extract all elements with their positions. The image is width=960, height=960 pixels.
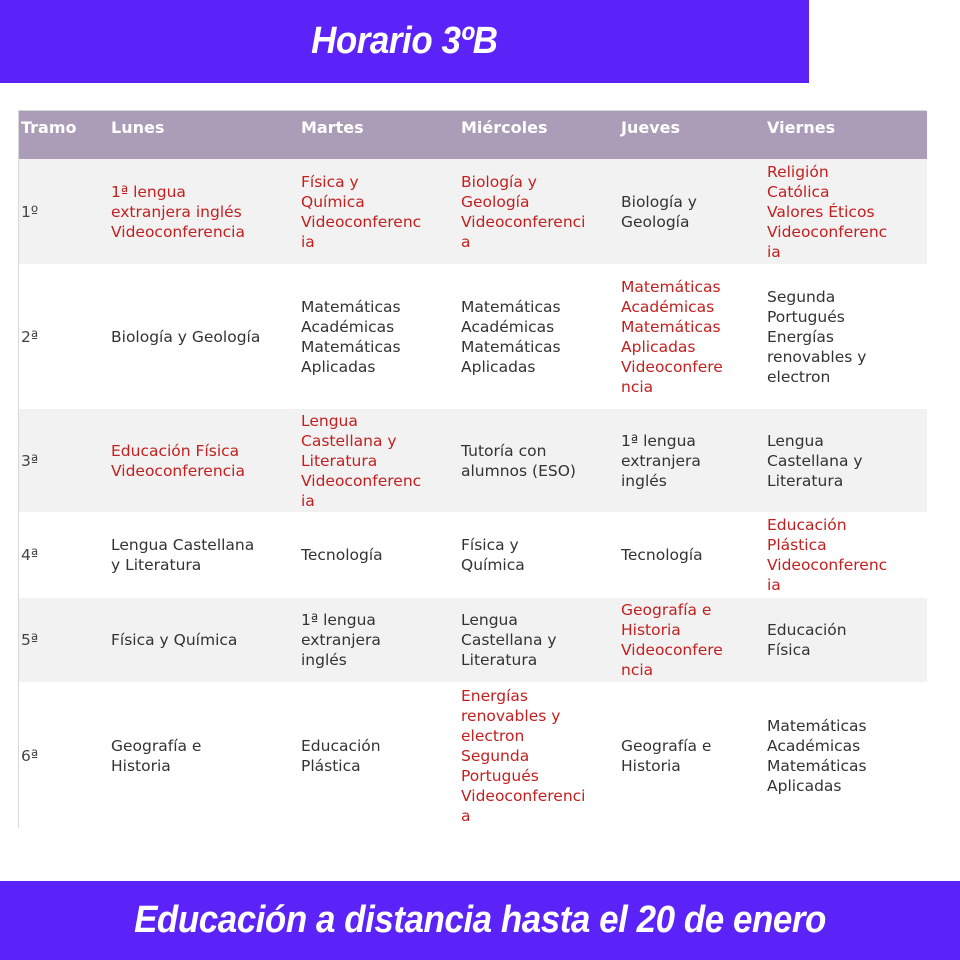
schedule-cell-lunes: Biología y Geología bbox=[111, 327, 261, 346]
column-header-martes: Martes bbox=[301, 118, 364, 137]
schedule-cell-jueves: 1ª lengua extranjera inglés bbox=[621, 431, 701, 490]
schedule-cell-martes: Lengua Castellana y Literatura Videoconferenc ia bbox=[301, 411, 422, 510]
schedule-cell-viernes: Segunda Portugués Energías renovables y electron bbox=[767, 287, 867, 386]
schedule-cell-viernes: Matemáticas Académicas Matemáticas Aplicadas bbox=[767, 716, 867, 795]
schedule-cell-lunes: 1ª lengua extranjera inglés Videoconferencia bbox=[111, 182, 245, 241]
schedule-cell-miercoles: Lengua Castellana y Literatura bbox=[461, 611, 557, 669]
column-header-miercoles: Miércoles bbox=[461, 118, 548, 137]
schedule-table bbox=[19, 111, 927, 829]
schedule-cell-miercoles: Matemáticas Académicas Matemáticas Aplicadas bbox=[461, 297, 561, 376]
schedule-cell-jueves: Tecnología bbox=[621, 546, 703, 564]
footer-text: Educación a distancia hasta el 20 de enero bbox=[134, 899, 826, 941]
tramo-cell: 2ª bbox=[21, 327, 39, 346]
table-row bbox=[19, 682, 927, 829]
table-body bbox=[19, 159, 927, 829]
schedule-cell-lunes: Lengua Castellana y Literatura bbox=[111, 536, 255, 574]
table-row bbox=[19, 512, 927, 598]
table-header-row bbox=[19, 111, 927, 159]
title-banner bbox=[0, 0, 809, 83]
footer-banner bbox=[0, 881, 960, 960]
schedule-cell-lunes: Geografía e Historia bbox=[111, 736, 202, 775]
schedule-cell-miercoles: Física y Química bbox=[461, 536, 525, 574]
table-row bbox=[19, 159, 927, 264]
schedule-table-container bbox=[18, 110, 926, 828]
column-header-viernes: Viernes bbox=[767, 118, 836, 137]
column-header-tramo: Tramo bbox=[21, 118, 77, 137]
schedule-cell-miercoles: Biología y Geología Videoconferenci a bbox=[461, 172, 586, 251]
schedule-cell-jueves: Geografía e Historia Videoconfere ncia bbox=[621, 601, 723, 679]
column-header-lunes: Lunes bbox=[111, 118, 165, 137]
schedule-cell-lunes: Física y Química bbox=[111, 631, 238, 649]
tramo-cell: 1º bbox=[21, 202, 39, 221]
schedule-cell-miercoles: Tutoría con alumnos (ESO) bbox=[461, 441, 576, 480]
schedule-cell-viernes: Lengua Castellana y Literatura bbox=[767, 431, 863, 490]
tramo-cell: 6ª bbox=[21, 746, 39, 765]
schedule-cell-jueves: Matemáticas Académicas Matemáticas Aplicadas Videoconfere ncia bbox=[621, 277, 723, 396]
tramo-cell: 5ª bbox=[21, 631, 39, 649]
table-row bbox=[19, 264, 927, 409]
schedule-cell-jueves: Geografía e Historia bbox=[621, 736, 712, 775]
page-title: Horario 3ºB bbox=[311, 20, 498, 62]
schedule-cell-viernes: Religión Católica Valores Éticos Videoconferenc ia bbox=[767, 162, 888, 261]
column-header-jueves: Jueves bbox=[621, 118, 680, 137]
table-row bbox=[19, 409, 927, 512]
table-row bbox=[19, 598, 927, 682]
schedule-cell-lunes: Educación Física Videoconferencia bbox=[111, 441, 245, 480]
schedule-cell-viernes: Educación Plástica Videoconferenc ia bbox=[767, 516, 888, 594]
schedule-cell-martes: Tecnología bbox=[301, 546, 383, 564]
schedule-cell-martes: Matemáticas Académicas Matemáticas Aplicadas bbox=[301, 297, 401, 376]
schedule-cell-miercoles: Energías renovables y electron Segunda Portugués Videoconferenci a bbox=[461, 686, 586, 825]
tramo-cell: 4ª bbox=[21, 546, 39, 564]
schedule-cell-viernes: Educación Física bbox=[767, 621, 847, 659]
schedule-cell-martes: Educación Plástica bbox=[301, 736, 381, 775]
tramo-cell: 3ª bbox=[21, 451, 39, 470]
schedule-cell-martes: Física y Química Videoconferenc ia bbox=[301, 172, 422, 251]
schedule-cell-martes: 1ª lengua extranjera inglés bbox=[301, 611, 381, 669]
schedule-cell-jueves: Biología y Geología bbox=[621, 192, 697, 231]
